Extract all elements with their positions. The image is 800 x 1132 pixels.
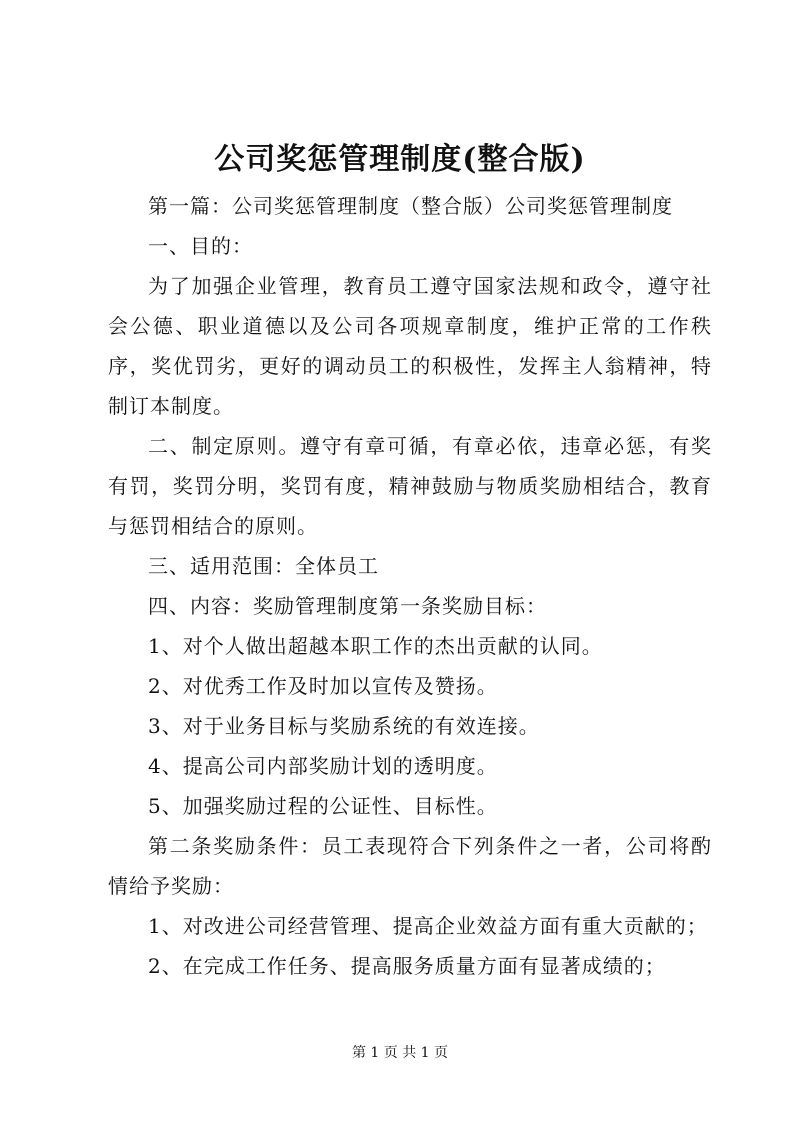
list-item: 3、对于业务目标与奖励系统的有效连接。 [148, 714, 540, 738]
paragraph-principles: 二、制定原则。遵守有章可循，有章必依，违章必惩，有奖有罚，奖罚分明，奖罚有度，精神鼓励与物质奖励相结合，教育与惩罚相结合的原则。 [108, 434, 712, 538]
paragraph-reward-conditions: 第二条奖励条件：员工表现符合下列条件之一者，公司将酌情给予奖励： [108, 834, 712, 898]
list-item: 4、提高公司内部奖励计划的透明度。 [148, 754, 498, 778]
paragraph-purpose: 为了加强企业管理，教育员工遵守国家法规和政令，遵守社会公德、职业道德以及公司各项规章制度，维护正常的工作秩序，奖优罚劣，更好的调动员工的积极性，发挥主人翁精神，特制订本制度。 [108, 274, 712, 418]
list-item: 1、对改进公司经营管理、提高企业效益方面有重大贡献的； [148, 914, 708, 938]
paragraph-scope: 三、适用范围：全体员工 [148, 554, 379, 578]
list-item: 1、对个人做出超越本职工作的杰出贡献的认同。 [148, 634, 603, 658]
paragraph-purpose-heading: 一、目的： [148, 234, 253, 258]
list-item: 5、加强奖励过程的公证性、目标性。 [148, 794, 498, 818]
paragraph-content: 四、内容：奖励管理制度第一条奖励目标： [148, 594, 547, 618]
page-footer: 第 1 页 共 1 页 [351, 1045, 449, 1061]
list-item: 2、在完成工作任务、提高服务质量方面有显著成绩的； [148, 954, 666, 978]
document-body [108, 186, 712, 986]
list-item: 2、对优秀工作及时加以宣传及赞扬。 [148, 674, 498, 698]
document-title: 公司奖惩管理制度(整合版) [214, 142, 586, 177]
paragraph-heading: 第一篇：公司奖惩管理制度（整合版）公司奖惩管理制度 [148, 194, 673, 218]
